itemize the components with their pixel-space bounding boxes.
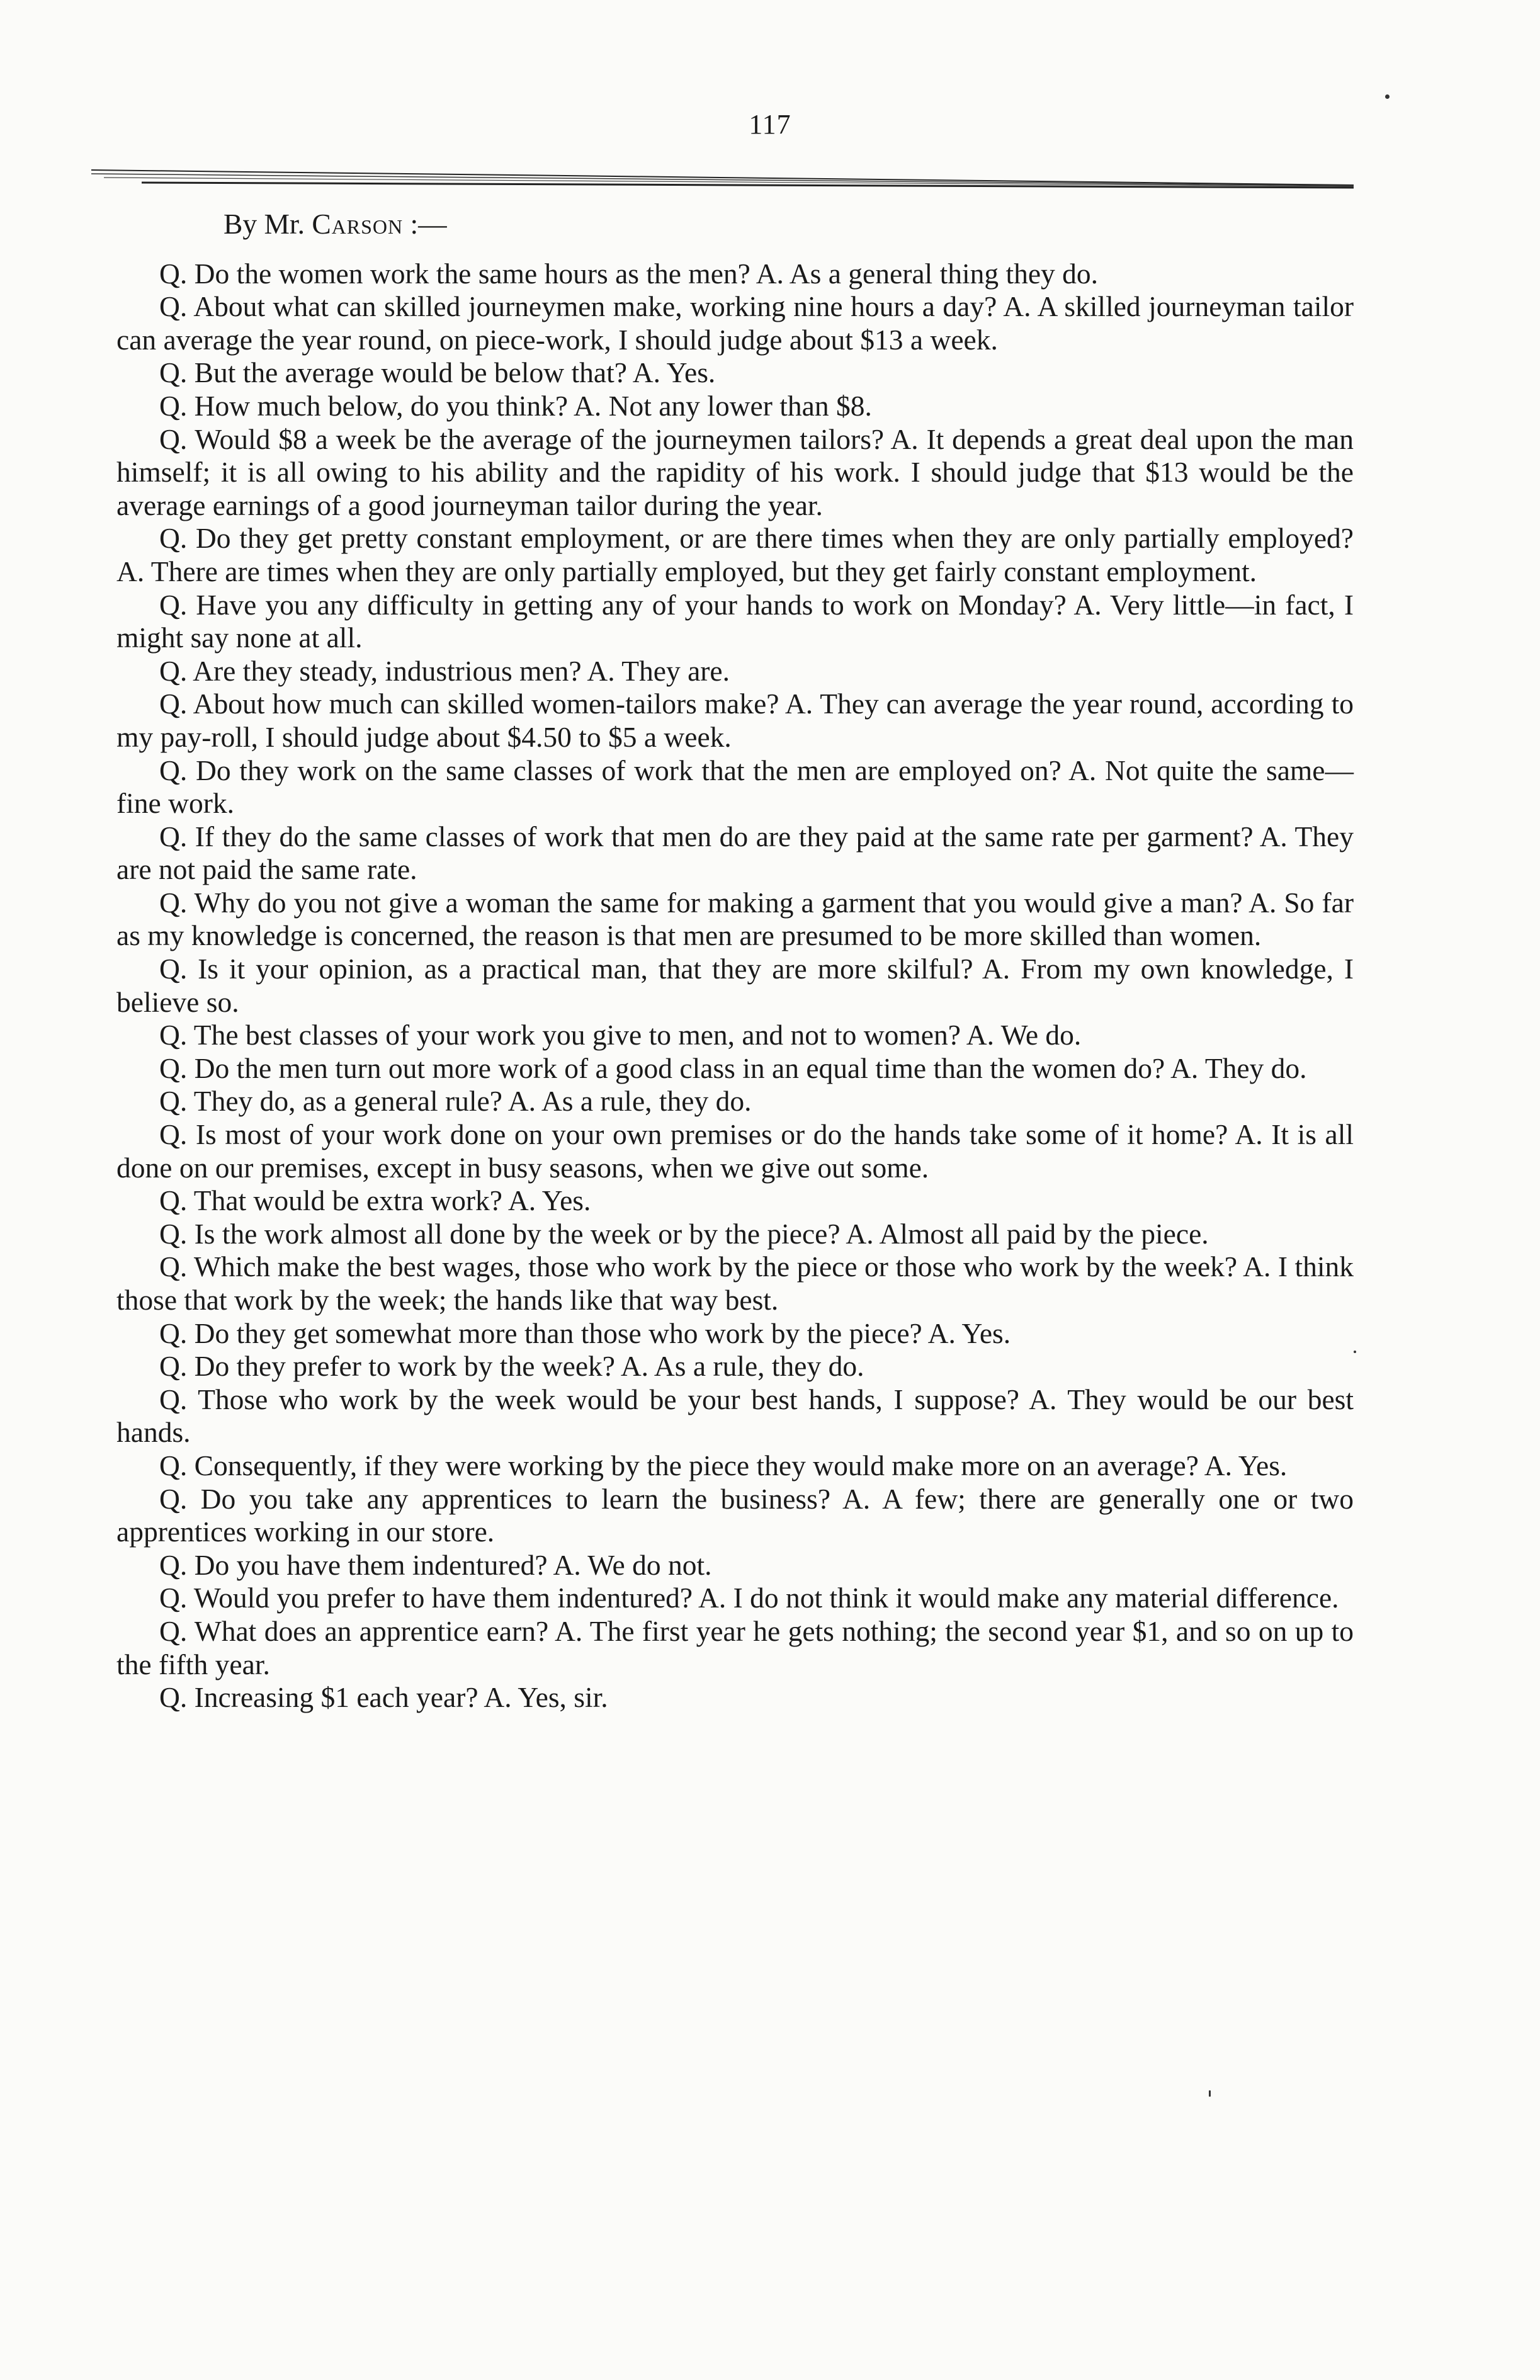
qa-paragraph: Q. Do they get somewhat more than those who work by the piece? A. Yes.	[159, 1317, 1011, 1349]
qa-paragraph: Q. Would you prefer to have them indentured? A. I do not think it would make any material difference.	[159, 1582, 1339, 1614]
testimony-body	[116, 208, 1354, 1714]
qa-paragraph: Q. About what can skilled journeymen make, working nine hours a day? A. A skilled journeyman tailor can average the year round, on piece-work, I should judge about $13 a week.	[116, 290, 1354, 356]
speaker-name: Carson	[312, 208, 404, 240]
qa-paragraph: Q. But the average would be below that? A. Yes.	[159, 356, 716, 389]
qa-paragraph: Q. About how much can skilled women-tailors make? A. They can average the year round, according to my pay-roll, I should judge about $4.50 to $5 a week.	[116, 688, 1354, 753]
qa-paragraph: Q. Do you have them indentured? A. We do not.	[159, 1548, 712, 1581]
header-rule	[91, 166, 1357, 191]
qa-paragraph: Q. The best classes of your work you give to men, and not to women? A. We do.	[159, 1019, 1082, 1051]
qa-paragraph: Q. Do they prefer to work by the week? A. As a rule, they do.	[159, 1350, 864, 1383]
speaker-suffix: :—	[403, 208, 447, 240]
qa-paragraph: Q. That would be extra work? A. Yes.	[159, 1184, 591, 1217]
print-speck	[1209, 2090, 1211, 2097]
qa-paragraph: Q. How much below, do you think? A. Not any lower than $8.	[159, 389, 872, 422]
qa-paragraph: Q. Have you any difficulty in getting any of your hands to work on Monday? A. Very little—in fact, I might say none at all.	[116, 588, 1354, 654]
qa-paragraph: Q. Is most of your work done on your own premises or do the hands take some of it home? A. It is all done on our premises, except in busy seasons, when we give out some.	[116, 1118, 1354, 1184]
qa-paragraph: Q. Are they steady, industrious men? A. They are.	[159, 654, 730, 687]
qa-paragraph: Q. Increasing $1 each year? A. Yes, sir.	[159, 1681, 608, 1714]
qa-paragraph: Q. Would $8 a week be the average of the journeymen tailors? A. It depends a great deal upon the man himself; it is all owing to his ability and the rapidity of his work. I should judge that $13 would be the average earnings of a good journeyman tailor during the year.	[116, 422, 1354, 521]
qa-paragraph: Q. Why do you not give a woman the same for making a garment that you would give a man? A. So far as my knowledge is concerned, the reason is that men are presumed to be more skilled than women.	[116, 886, 1354, 952]
qa-paragraph: Q. Do you take any apprentices to learn the business? A. A few; there are generally one or two apprentices working in our store.	[116, 1482, 1354, 1548]
qa-paragraph: Q. Consequently, if they were working by the piece they would make more on an average? A. Yes.	[159, 1449, 1288, 1482]
qa-paragraph: Q. Do they get pretty constant employment, or are there times when they are only partially employed? A. There are times when they are only partially employed, but they get fairly constant employment.	[116, 522, 1354, 587]
qa-paragraph: Q. They do, as a general rule? A. As a rule, they do.	[159, 1085, 752, 1118]
qa-paragraph: Q. Is the work almost all done by the week or by the piece? A. Almost all paid by the piece.	[159, 1217, 1209, 1250]
qa-paragraph: Q. Do they work on the same classes of work that the men are employed on? A. Not quite the same—fine work.	[116, 754, 1354, 820]
qa-paragraph: Q. Do the women work the same hours as the men? A. As a general thing they do.	[159, 257, 1099, 290]
qa-paragraph: Q. Is it your opinion, as a practical man, that they are more skilful? A. From my own knowledge, I believe so.	[116, 953, 1354, 1018]
speaker-heading	[116, 208, 1354, 241]
page-number: 117	[749, 109, 791, 140]
print-speck	[1385, 94, 1390, 99]
qa-paragraph: Q. Do the men turn out more work of a good class in an equal time than the women do? A. They do.	[159, 1051, 1307, 1084]
qa-paragraph: Q. Which make the best wages, those who work by the piece or those who work by the week? A. I think those that work by the week; the hands like that way best.	[116, 1250, 1354, 1316]
qa-paragraph: Q. If they do the same classes of work that men do are they paid at the same rate per garment? A. They are not paid the same rate.	[116, 820, 1354, 886]
qa-paragraph: Q. Those who work by the week would be your best hands, I suppose? A. They would be our best hands.	[116, 1383, 1354, 1449]
qa-paragraph: Q. What does an apprentice earn? A. The first year he gets nothing; the second year $1, and so on up to the fifth year.	[116, 1614, 1354, 1680]
speaker-prefix: By Mr.	[224, 208, 312, 240]
print-speck	[1354, 1351, 1356, 1353]
